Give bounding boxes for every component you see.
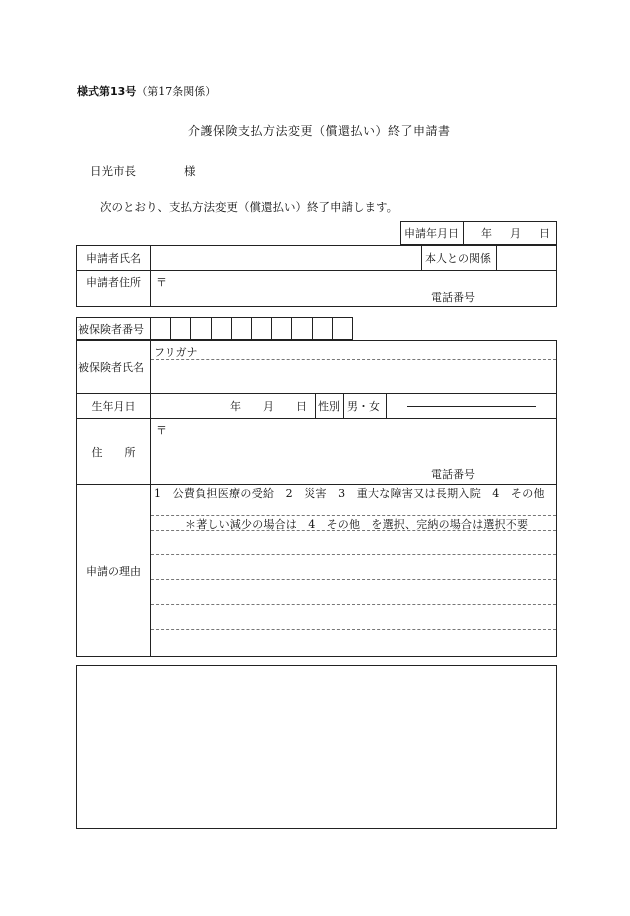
reason-line bbox=[151, 604, 556, 605]
phone-label: 電話番号 bbox=[431, 468, 475, 481]
form-number-label: 様式第13号 bbox=[77, 85, 137, 98]
applicant-address-label: 申請者住所 bbox=[77, 271, 151, 307]
reason-line bbox=[151, 579, 556, 580]
honorific: 様 bbox=[184, 164, 196, 178]
intro-text: 次のとおり、支払方法変更（償還払い）終了申請します。 bbox=[100, 200, 399, 214]
reason-line bbox=[151, 629, 556, 630]
application-date-field[interactable] bbox=[464, 222, 557, 245]
form-relation: （第17条関係） bbox=[136, 85, 217, 98]
year-unit: 年 bbox=[481, 227, 492, 240]
month-unit: 月 bbox=[510, 227, 521, 240]
sex-extra-field[interactable] bbox=[387, 394, 557, 419]
reason-line bbox=[151, 554, 556, 555]
insured-address-label: 住 所 bbox=[77, 419, 151, 485]
digit-box[interactable] bbox=[171, 318, 191, 340]
reason-note: ＊著しい減少の場合は 4 その他 を選択、完納の場合は選択不要 bbox=[185, 518, 529, 531]
addressee bbox=[90, 163, 196, 179]
reason-label: 申請の理由 bbox=[77, 485, 151, 657]
applicant-address-field[interactable] bbox=[151, 271, 557, 307]
day-unit: 日 bbox=[539, 227, 550, 240]
reason-field[interactable] bbox=[151, 485, 557, 657]
insured-name-label: 被保険者氏名 bbox=[77, 341, 151, 394]
sex-label: 性別 bbox=[316, 394, 344, 419]
applicant-name-field[interactable] bbox=[151, 246, 422, 271]
digit-box[interactable] bbox=[211, 318, 231, 340]
digit-box[interactable] bbox=[332, 318, 352, 340]
digit-box[interactable] bbox=[251, 318, 271, 340]
applicant-table bbox=[76, 245, 557, 307]
addressee-name: 日光市長 bbox=[90, 164, 136, 178]
reason-line bbox=[151, 530, 556, 531]
birth-year-unit: 年 bbox=[230, 400, 241, 413]
postal-mark: 〒 bbox=[156, 276, 167, 289]
digit-box[interactable] bbox=[312, 318, 332, 340]
application-date-table bbox=[400, 221, 557, 245]
applicant-name-label: 申請者氏名 bbox=[77, 246, 151, 271]
relation-label: 本人との関係 bbox=[422, 246, 497, 271]
digit-box[interactable] bbox=[191, 318, 211, 340]
insured-table bbox=[76, 340, 557, 657]
insured-name-field[interactable] bbox=[151, 341, 557, 394]
birth-day-unit: 日 bbox=[296, 400, 307, 413]
birth-date-field[interactable] bbox=[151, 394, 316, 419]
digit-box[interactable] bbox=[272, 318, 292, 340]
insured-address-field[interactable] bbox=[151, 419, 557, 485]
form-number bbox=[77, 83, 216, 99]
furigana-label: フリガナ bbox=[154, 346, 198, 359]
sex-options[interactable]: 男・女 bbox=[344, 394, 387, 419]
furigana-divider bbox=[151, 359, 556, 360]
blank-line bbox=[407, 406, 536, 407]
digit-box[interactable] bbox=[151, 318, 171, 340]
birth-month-unit: 月 bbox=[263, 400, 274, 413]
phone-label: 電話番号 bbox=[431, 291, 475, 304]
digit-box[interactable] bbox=[231, 318, 251, 340]
birth-date-label: 生年月日 bbox=[77, 394, 151, 419]
digit-box[interactable] bbox=[292, 318, 312, 340]
notes-box[interactable] bbox=[76, 665, 557, 829]
reason-options: 1 公費負担医療の受給 2 災害 3 重大な障害又は長期入院 4 その他 bbox=[154, 487, 545, 500]
relation-field[interactable] bbox=[497, 246, 557, 271]
document-title: 介護保険支払方法変更（償還払い）終了申請書 bbox=[188, 124, 451, 138]
insured-number-label: 被保険者番号 bbox=[77, 318, 151, 340]
application-date-label: 申請年月日 bbox=[401, 222, 464, 245]
postal-mark: 〒 bbox=[156, 424, 167, 437]
insured-number-table bbox=[76, 317, 353, 340]
